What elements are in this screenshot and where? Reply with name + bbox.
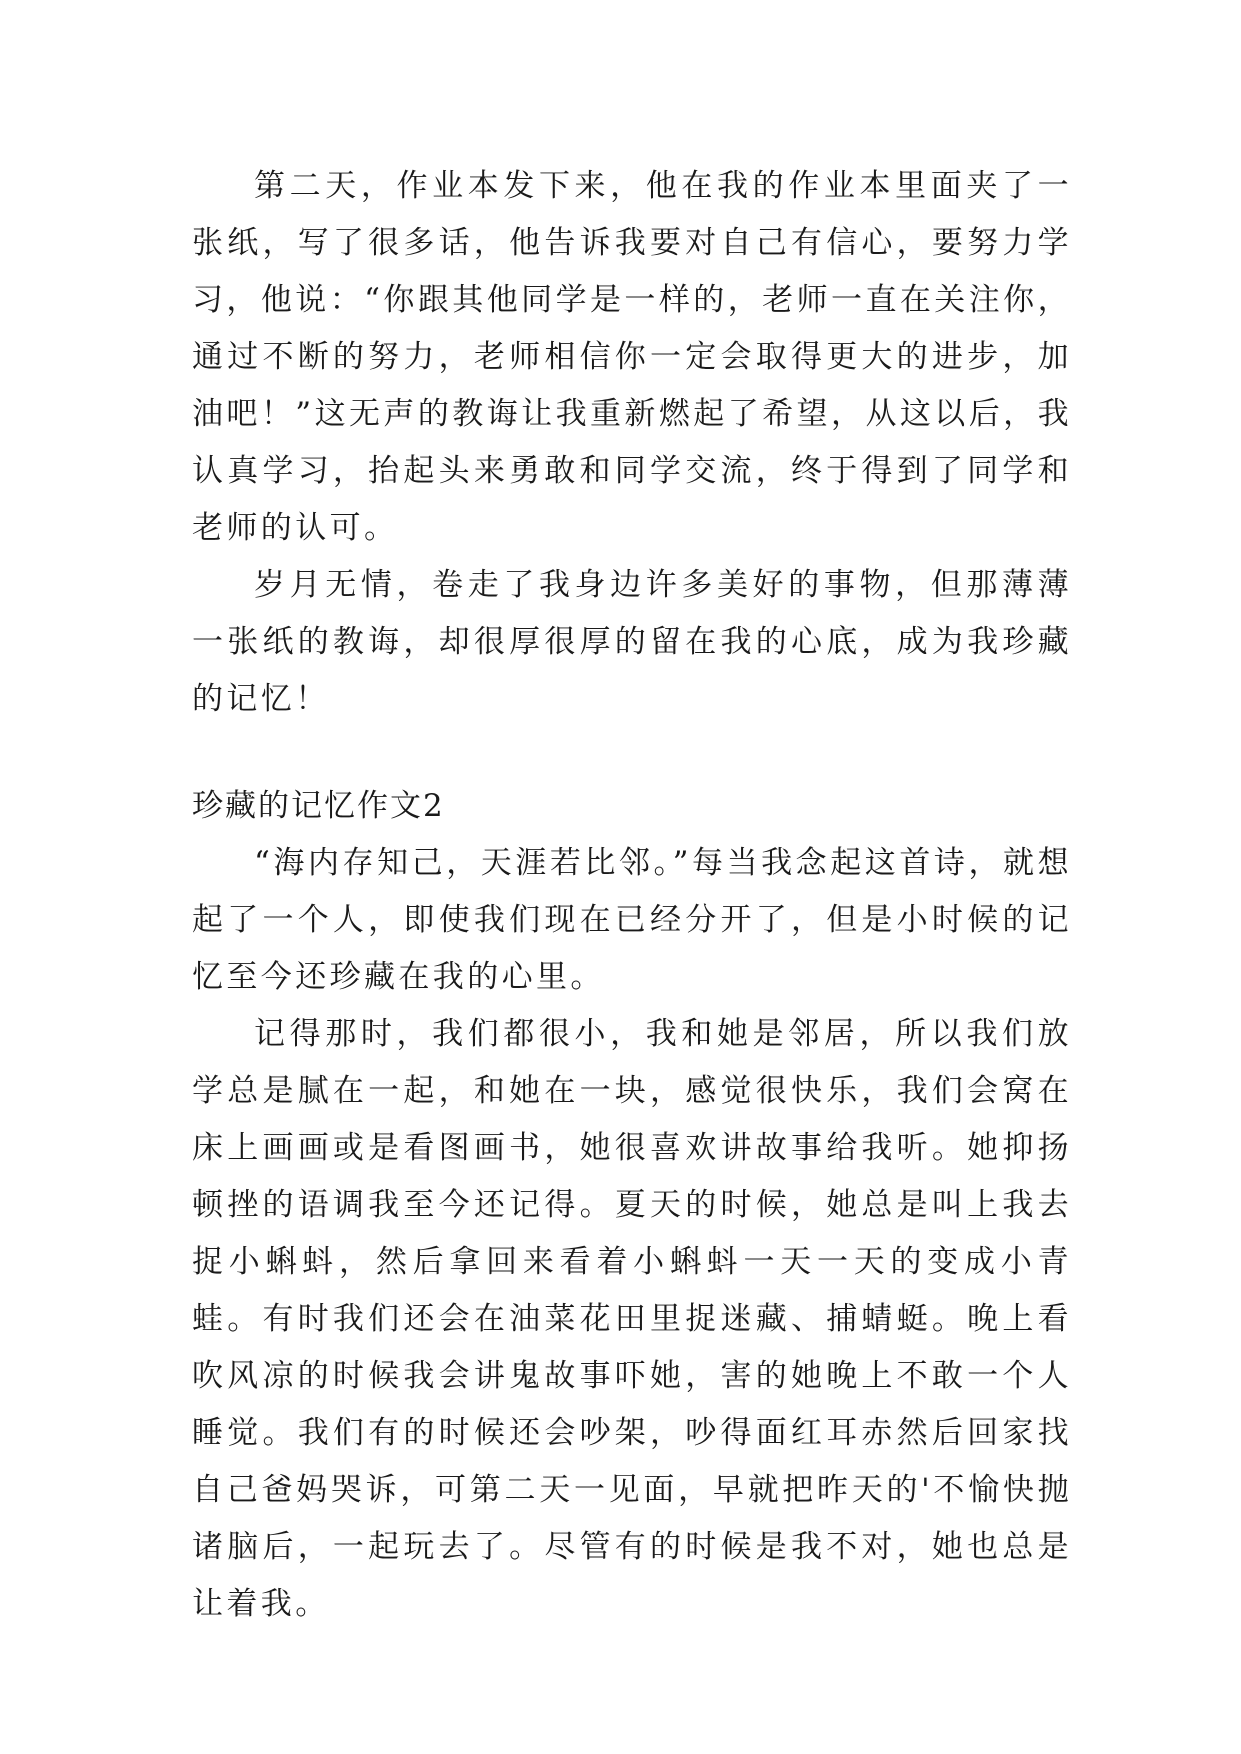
section-heading: 珍藏的记忆作文2 (192, 788, 445, 824)
paragraph: 第二天，作业本发下来，他在我的作业本里面夹了一张纸，写了很多话，他告诉我要对自己有信心，要努力学习，他说：“你跟其他同学是一样的，老师一直在关注你，通过不断的努力，老师相信你一定会取得更大的进步，加油吧！”这无声的教诲让我重新燃起了希望，从这以后，我认真学习，抬起头来勇敢和同学交流，终于得到了同学和老师的认可。 (192, 168, 1072, 546)
paragraph: “海内存知己，天涯若比邻。”每当我念起这首诗，就想起了一个人，即使我们现在已经分开了，但是小时候的记忆至今还珍藏在我的心里。 (192, 845, 1072, 995)
paragraph: 记得那时，我们都很小，我和她是邻居，所以我们放学总是腻在一起，和她在一块，感觉很快乐，我们会窝在床上画画或是看图画书，她很喜欢讲故事给我听。她抑扬顿挫的语调我至今还记得。夏天的时候，她总是叫上我去捉小蝌蚪，然后拿回来看着小蝌蚪一天一天的变成小青蛙。有时我们还会在油菜花田里捉迷藏、捕蜻蜓。晚上看吹风凉的时候我会讲鬼故事吓她，害的她晚上不敢一个人睡觉。我们有的时候还会吵架，吵得面红耳赤然后回家找自己爸妈哭诉，可第二天一见面，早就把昨天的'不愉快抛诸脑后，一起玩去了。尽管有的时候是我不对，她也总是让着我。 (192, 1016, 1072, 1622)
document-body (192, 158, 1072, 1633)
paragraph: 岁月无情，卷走了我身边许多美好的事物，但那薄薄一张纸的教诲，却很厚很厚的留在我的心底，成为我珍藏的记忆！ (192, 567, 1072, 717)
